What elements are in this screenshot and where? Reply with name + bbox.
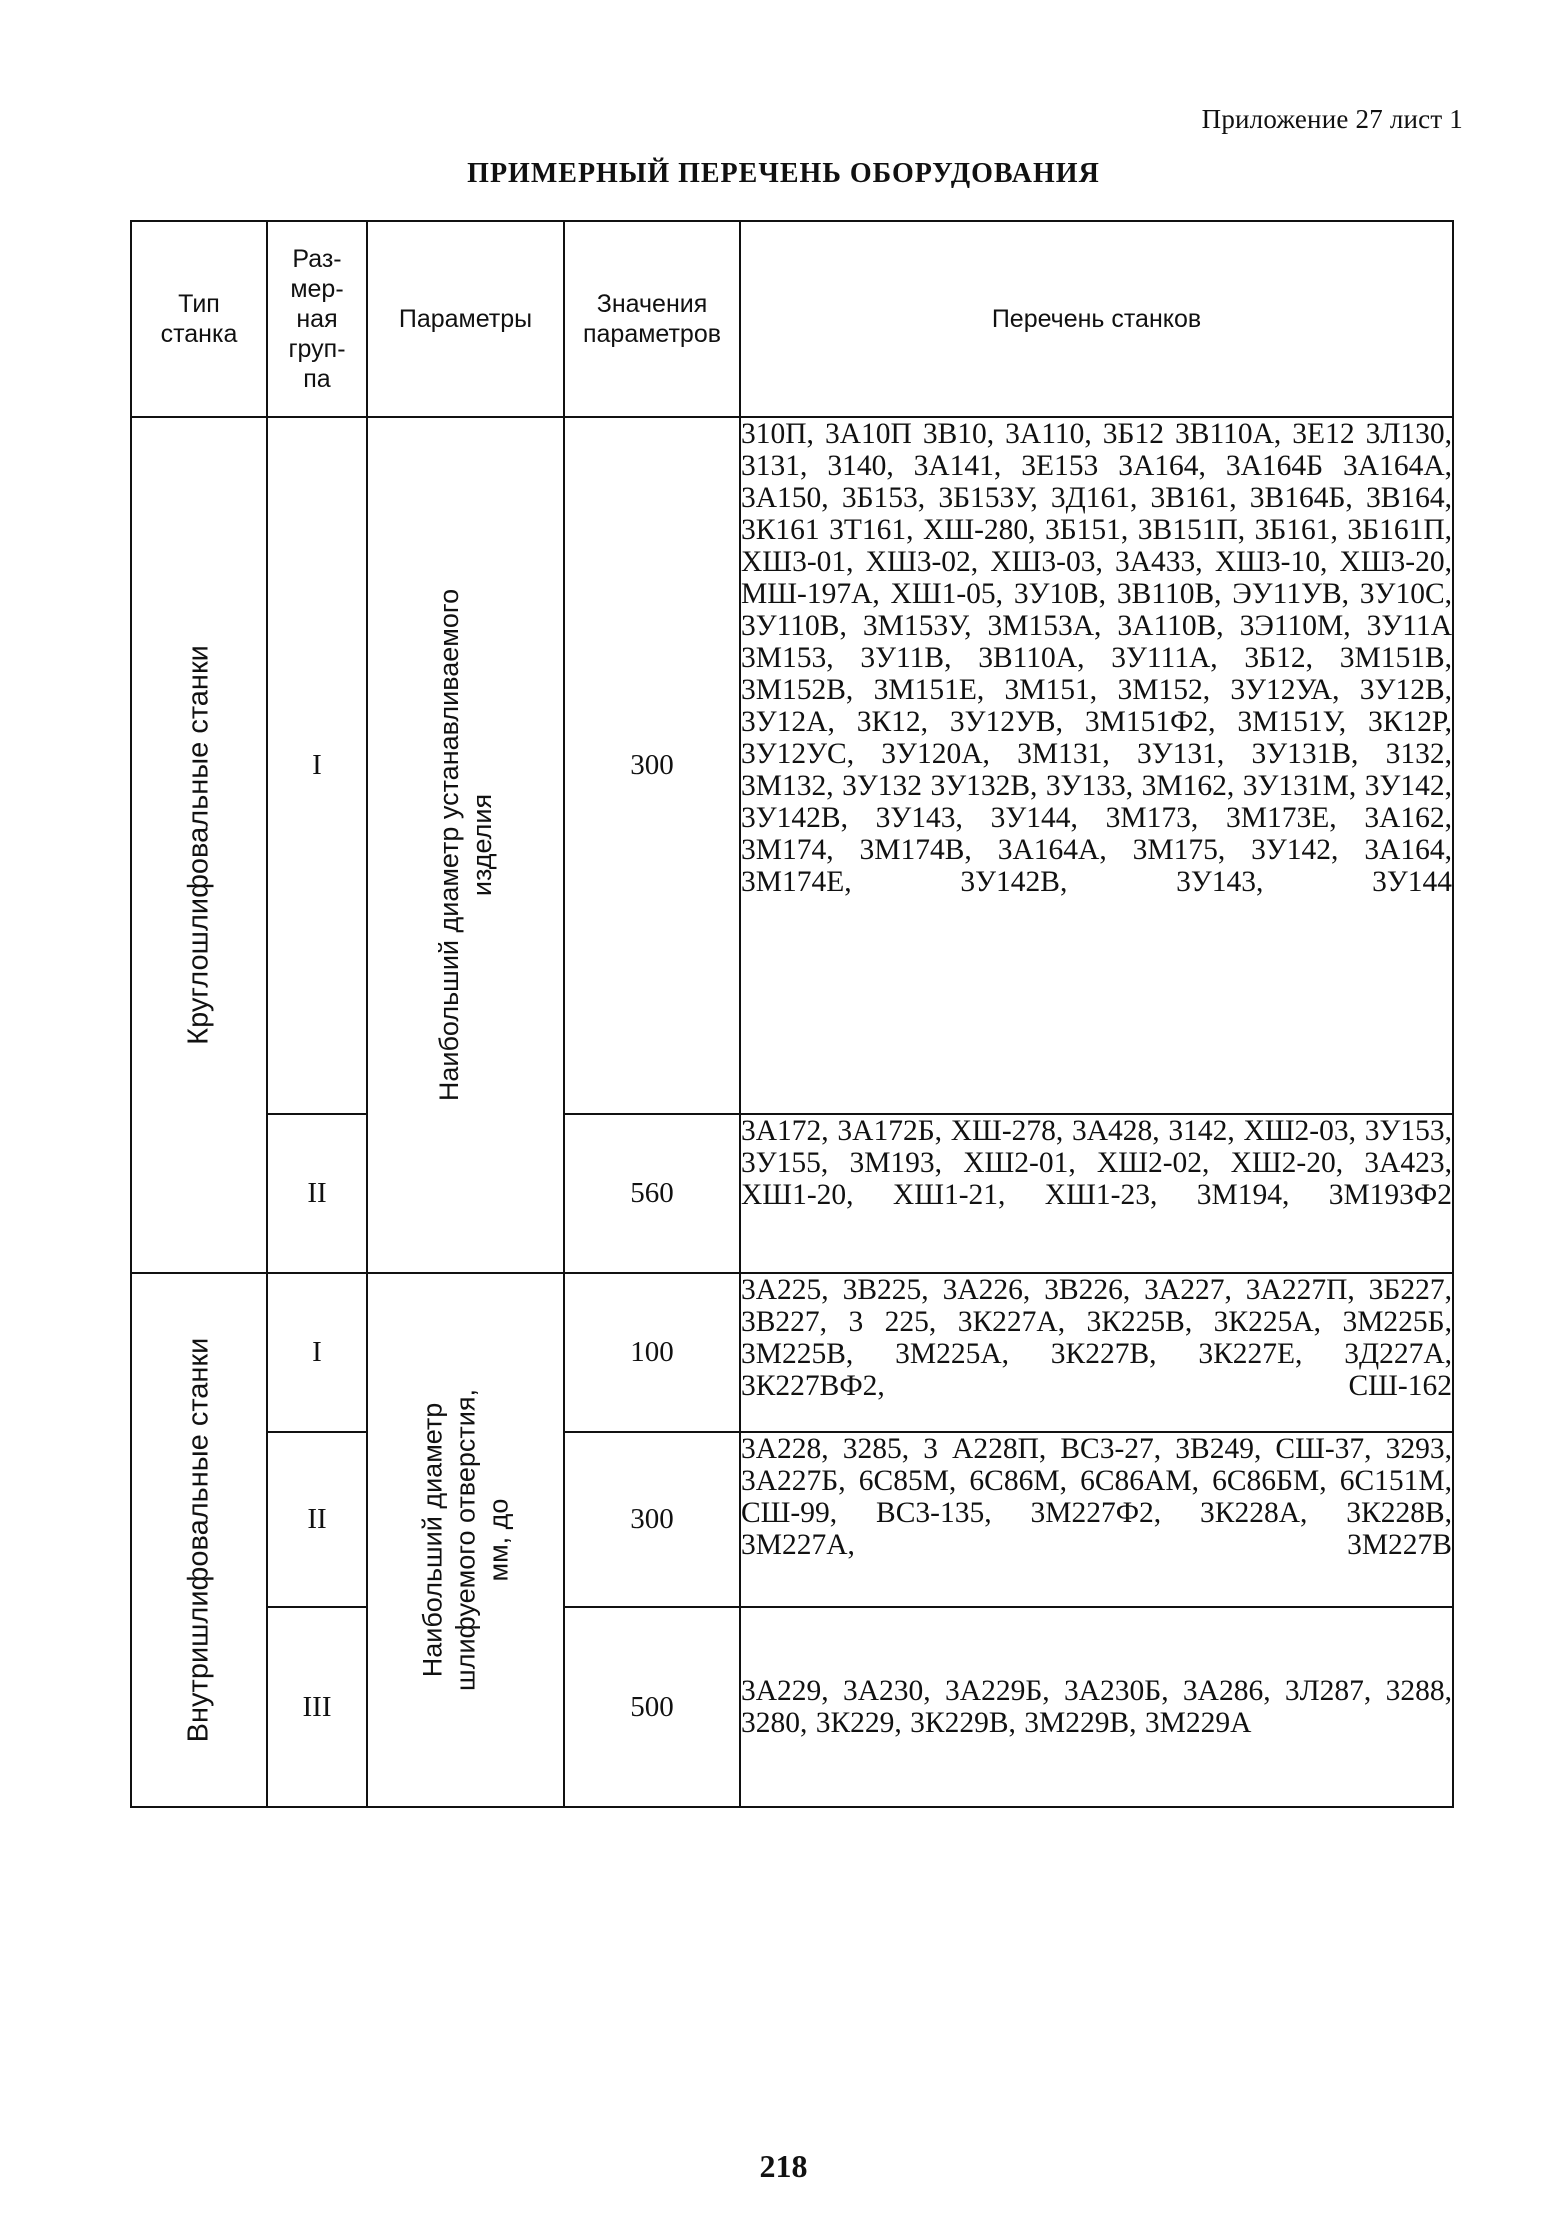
parameter-value-cell: 300 (564, 417, 740, 1114)
table-header-row (131, 221, 1453, 417)
appendix-label: Приложение 27 лист 1 (1201, 104, 1463, 134)
page-number: 218 (759, 2148, 808, 2184)
machine-list-cell: 3А172, 3А172Б, ХШ-278, 3А428, 3142, ХШ2-03, 3У153, 3У155, 3М193, ХШ2-01, ХШ2-02, ХШ2-20, 3А423, ХШ1-20, ХШ1-21, ХШ1-23, 3М194, 3М193Ф2 (740, 1114, 1453, 1273)
machine-list-cell: 3А225, 3В225, 3А226, 3В226, 3А227, 3А227П, 3Б227, 3В227, 3 225, 3К227А, 3К225В, 3К225А, 3М225Б, 3М225В, 3М225А, 3К227В, 3К227Е, 3Д227А, 3К227ВФ2, СШ-162 (740, 1273, 1453, 1432)
parameter-value-cell: 300 (564, 1432, 740, 1607)
parameter-cell (367, 1273, 564, 1807)
size-group-cell: III (267, 1607, 367, 1807)
parameter-value-cell: 560 (564, 1114, 740, 1273)
header-size-group: Раз- мер- ная груп- па (267, 221, 367, 417)
machine-list-cell: 3А228, 3285, 3 А228П, ВС3-27, 3В249, СШ-37, 3293, 3А227Б, 6С85М, 6С86М, 6С86АМ, 6С86БМ, 6С151М, СШ-99, ВС3-135, 3М227Ф2, 3К228А, 3К228В, 3М227А, 3М227В (740, 1432, 1453, 1607)
machine-type-cell (131, 417, 267, 1273)
size-group-cell: I (267, 417, 367, 1114)
header-parameter-values: Значения параметров (564, 221, 740, 417)
parameter-cell (367, 417, 564, 1273)
parameter-value-cell: 100 (564, 1273, 740, 1432)
header-machine-type: Тип станка (131, 221, 267, 417)
machine-list-cell: 310П, 3А10П 3В10, 3А110, 3Б12 3В110А, 3Е12 3Л130, 3131, 3140, 3А141, 3Е153 3А164, 3А164Б 3А164А, 3А150, 3Б153, 3Б153У, 3Д161, 3В161, 3В164Б, 3В164, 3К161 3Т161, ХШ-280, 3Б151, 3В151П, 3Б161, 3Б161П, ХШ3-01, ХШ3-02, ХШ3-03, 3А433, ХШ3-10, ХШ3-20, МШ-197А, ХШ1-05, 3У10В, 3В110В, ЭУ11УВ, 3У10С, 3У110В, 3М153У, 3М153А, 3А110В, 3Э110М, 3У11А 3М153, 3У11В, 3В110А, 3У111А, 3Б12, 3М151В, 3М152В, 3М151Е, 3М151, 3М152, 3У12УА, 3У12В, 3У12А, 3К12, 3У12УВ, 3М151Ф2, 3М151У, 3К12Р, 3У12УС, 3У120А, 3М131, 3У131, 3У131В, 3132, 3М132, 3У132 3У132В, 3У133, 3М162, 3У131М, 3У142, 3У142В, 3У143, 3У144, 3М173, 3М173Е, 3А162, 3М174, 3М174В, 3А164А, 3М175, 3У142, 3А164, 3М174Е, 3У142В, 3У143, 3У144 (740, 417, 1453, 1114)
size-group-cell: I (267, 1273, 367, 1432)
header-machine-list: Перечень станков (740, 221, 1453, 417)
machine-type-label: Круглошлифовальные станки (182, 645, 215, 1045)
size-group-cell: II (267, 1114, 367, 1273)
table-row (131, 1607, 1453, 1807)
document-title: ПРИМЕРНЫЙ ПЕРЕЧЕНЬ ОБОРУДОВАНИЯ (467, 158, 1100, 189)
table-row (131, 1432, 1453, 1607)
machine-type-label: Внутришлифовальные станки (182, 1337, 215, 1743)
parameter-value-cell: 500 (564, 1607, 740, 1807)
machine-list-cell: 3А229, 3А230, 3А229Б, 3А230Б, 3А286, 3Л287, 3288, 3280, 3К229, 3К229В, 3М229В, 3М229А (740, 1607, 1453, 1807)
machine-type-cell (131, 1273, 267, 1807)
header-parameters: Параметры (367, 221, 564, 417)
table-row (131, 1273, 1453, 1432)
equipment-table (130, 220, 1454, 1808)
parameter-label: Наибольший диаметр устанавливаемого изделия (433, 588, 497, 1102)
size-group-cell: II (267, 1432, 367, 1607)
parameter-label: Наибольший диаметр шлифуемого отверстия, мм, до (417, 1389, 513, 1691)
table-row (131, 417, 1453, 1114)
table-row (131, 1114, 1453, 1273)
